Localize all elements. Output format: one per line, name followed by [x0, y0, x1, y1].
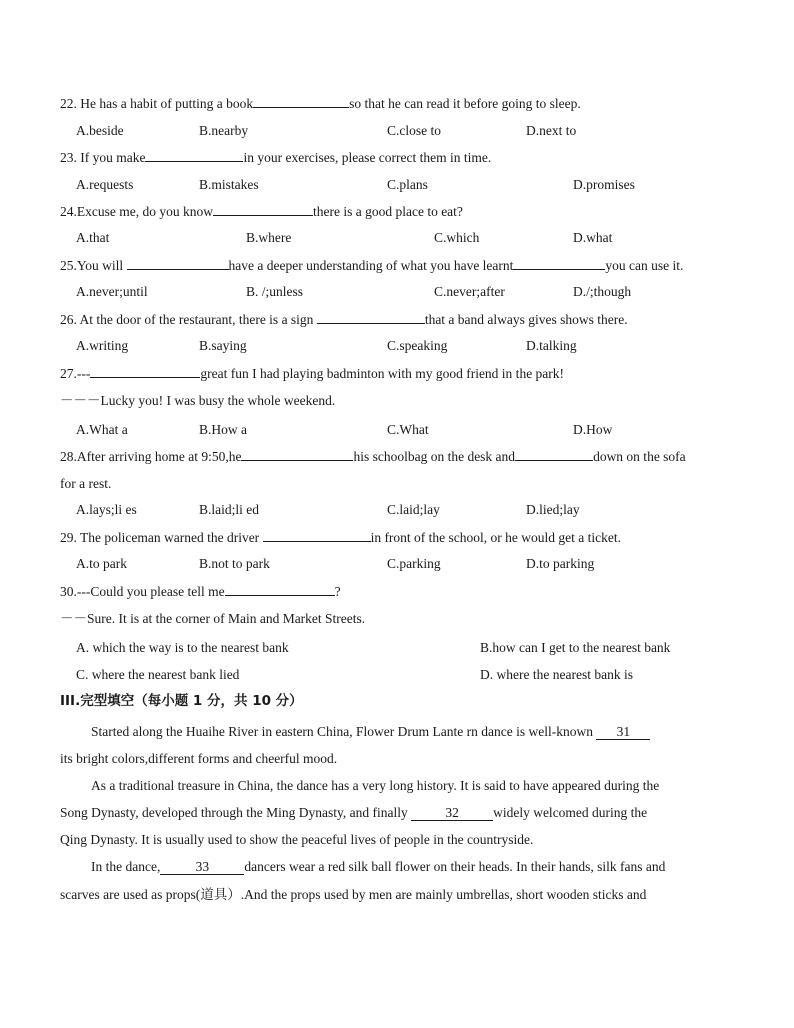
- blank-32[interactable]: 32: [411, 805, 493, 821]
- option-b[interactable]: B.saying: [199, 338, 247, 353]
- blank-31[interactable]: 31: [596, 724, 650, 740]
- option-d[interactable]: D.talking: [526, 338, 577, 353]
- answer-blank[interactable]: [241, 447, 353, 461]
- option-b[interactable]: B.where: [246, 230, 292, 245]
- option-b[interactable]: B.laid;li ed: [199, 502, 259, 517]
- option-a[interactable]: A.What a: [76, 422, 128, 437]
- answer-blank[interactable]: [513, 256, 605, 270]
- option-b[interactable]: B.nearby: [199, 123, 249, 138]
- answer-blank[interactable]: [145, 148, 243, 162]
- question-30: 30.---Could you please tell me ?: [60, 584, 341, 599]
- answer-blank[interactable]: [317, 310, 425, 324]
- answer-blank[interactable]: [127, 256, 229, 270]
- option-c[interactable]: C.which: [434, 230, 480, 245]
- answer-blank[interactable]: [225, 582, 335, 596]
- option-c[interactable]: C. where the nearest bank lied: [76, 667, 240, 682]
- question-25: 25.You will have a deeper understanding of what you have learnt you can use it.: [60, 258, 684, 273]
- option-d[interactable]: D.lied;lay: [526, 502, 580, 517]
- question-26: 26. At the door of the restaurant, there is a sign that a band always gives shows there.: [60, 312, 628, 327]
- option-c[interactable]: C.laid;lay: [387, 502, 440, 517]
- passage-line: Started along the Huaihe River in eastern China, Flower Drum Lante rn dance is well-known 31: [91, 723, 650, 741]
- question-28: 28.After arriving home at 9:50,he his schoolbag on the desk and down on the sofa: [60, 449, 686, 464]
- question-28-continued: for a rest.: [60, 476, 112, 491]
- question-30-reply: －－Sure. It is at the corner of Main and Market Streets.: [60, 611, 366, 626]
- option-a[interactable]: A.never;until: [76, 284, 148, 299]
- option-c[interactable]: C.never;after: [434, 284, 505, 299]
- option-a[interactable]: A.writing: [76, 338, 129, 353]
- option-b[interactable]: B. /;unless: [246, 284, 304, 299]
- option-d[interactable]: D.promises: [573, 177, 635, 192]
- option-d[interactable]: D.what: [573, 230, 613, 245]
- answer-blank[interactable]: [213, 202, 313, 216]
- option-c[interactable]: C.speaking: [387, 338, 448, 353]
- option-a[interactable]: A.that: [76, 230, 110, 245]
- passage-line: scarves are used as props(道具）.And the props used by men are mainly umbrellas, short wooden sticks and: [60, 887, 647, 902]
- option-a[interactable]: A. which the way is to the nearest bank: [76, 640, 289, 655]
- option-a[interactable]: A.requests: [76, 177, 134, 192]
- option-c[interactable]: C.What: [387, 422, 429, 437]
- question-27: 27.--- great fun I had playing badminton with my good friend in the park!: [60, 366, 565, 381]
- option-d[interactable]: D.How: [573, 422, 613, 437]
- blank-33[interactable]: 33: [160, 859, 244, 875]
- question-29: 29. The policeman warned the driver in front of the school, or he would get a ticket.: [60, 530, 621, 545]
- question-23: 23. If you make in your exercises, please correct them in time.: [60, 150, 492, 165]
- passage-line: its bright colors,different forms and cheerful mood.: [60, 751, 338, 766]
- answer-blank[interactable]: [515, 447, 593, 461]
- option-c[interactable]: C.close to: [387, 123, 441, 138]
- option-d[interactable]: D./;though: [573, 284, 632, 299]
- question-22: 22. He has a habit of putting a book so that he can read it before going to sleep.: [60, 96, 581, 111]
- option-d[interactable]: D.to parking: [526, 556, 595, 571]
- passage-line: Song Dynasty, developed through the Ming Dynasty, and finally 32 widely welcomed during the: [60, 805, 648, 820]
- passage-line: In the dance, 33 dancers wear a red silk ball flower on their heads. In their hands, silk fans and: [91, 859, 666, 874]
- option-b[interactable]: B.not to park: [199, 556, 270, 571]
- option-c[interactable]: C.plans: [387, 177, 428, 192]
- answer-blank[interactable]: [253, 94, 349, 108]
- question-27-reply: －－－Lucky you! I was busy the whole weekend.: [60, 393, 336, 408]
- passage-line: Qing Dynasty. It is usually used to show the peaceful lives of people in the countryside.: [60, 832, 534, 847]
- option-d[interactable]: D.next to: [526, 123, 577, 138]
- option-b[interactable]: B.How a: [199, 422, 247, 437]
- option-a[interactable]: A.to park: [76, 556, 127, 571]
- section-heading: III.完型填空（每小题 1 分，共 10 分）: [60, 693, 303, 709]
- answer-blank[interactable]: [263, 528, 371, 542]
- option-c[interactable]: C.parking: [387, 556, 441, 571]
- question-24: 24.Excuse me, do you know there is a good place to eat?: [60, 204, 463, 219]
- answer-blank[interactable]: [90, 364, 200, 378]
- option-b[interactable]: B.mistakes: [199, 177, 259, 192]
- option-a[interactable]: A.beside: [76, 123, 124, 138]
- option-d[interactable]: D. where the nearest bank is: [480, 667, 633, 682]
- option-a[interactable]: A.lays;li es: [76, 502, 137, 517]
- option-b[interactable]: B.how can I get to the nearest bank: [480, 640, 671, 655]
- passage-line: As a traditional treasure in China, the dance has a very long history. It is said to have appeared during the: [91, 778, 660, 793]
